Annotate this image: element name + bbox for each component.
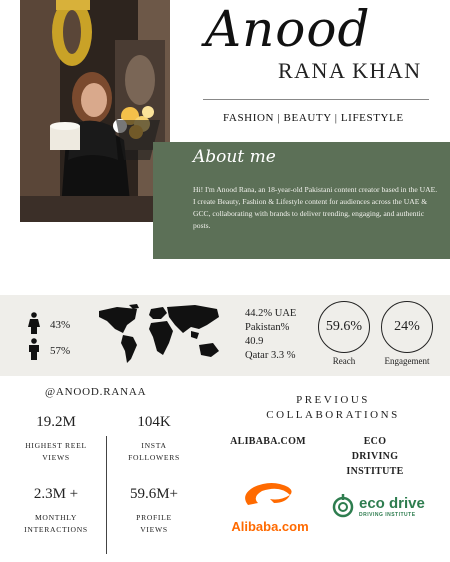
engagement-circle: 24% (381, 301, 433, 353)
about-title: About me (193, 147, 276, 167)
tagline: FASHION | BEAUTY | LIFESTYLE (223, 112, 404, 124)
male-stat (28, 338, 70, 363)
instagram-handle: @ANOOD.RANAA (45, 386, 147, 398)
location-pakistan-value: 40.9 (245, 336, 264, 347)
stat-insta-followers (104, 414, 204, 464)
alibaba-logo (218, 477, 322, 535)
divider (203, 99, 429, 100)
female-pct: 43% (50, 318, 71, 331)
stat-monthly-interactions (6, 486, 106, 536)
stats-divider (106, 436, 107, 554)
stat-label: HIGHEST REEL VIEWS (25, 441, 87, 462)
male-pct: 57% (50, 344, 71, 357)
about-text: Hi! I'm Anood Rana, an 18-year-old Pakistani content creator based in the UAE. I create Beauty, Fashion & Lifestyle content for audiences across the UAE & GCC, collaborating with brands to deliver trending, engaging, and authentic posts. (193, 185, 438, 230)
world-map-icon (95, 303, 225, 369)
stat-profile-views (104, 486, 204, 536)
collab-eco-name: ECO DRIVING INSTITUTE (346, 436, 404, 477)
location-pakistan: Pakistan% (245, 322, 290, 333)
location-stats (245, 307, 296, 363)
full-name: RANA KHAN (278, 58, 422, 83)
reach-circle: 59.6% (318, 301, 370, 353)
eco-drive-logo (332, 490, 440, 524)
eco-drive-logo-text: eco drive (359, 495, 425, 512)
reach-metric (318, 301, 370, 366)
alibaba-logo-text: Alibaba.com (231, 519, 309, 534)
profile-photo (20, 0, 170, 222)
female-icon (28, 312, 40, 337)
collab-alibaba-name: ALIBABA.COM (230, 436, 306, 447)
female-stat (28, 312, 70, 337)
stat-label: PROFILE VIEWS (136, 513, 172, 534)
eco-drive-leaf-icon (332, 492, 354, 522)
stat-label: INSTA FOLLOWERS (128, 441, 180, 462)
location-uae: 44.2% UAE (245, 308, 297, 319)
alibaba-smile-icon (218, 477, 322, 513)
stat-value: 104K (137, 414, 171, 430)
stat-reel-views (6, 414, 106, 464)
male-icon (28, 338, 40, 363)
stat-value: 59.6M+ (129, 486, 179, 502)
collaborations-heading: PREVIOUS COLLABORATIONS (266, 394, 400, 421)
location-qatar: Qatar 3.3 % (245, 350, 296, 361)
eco-drive-logo-sub: DRIVING INSTITUTE (359, 512, 416, 518)
stat-label: MONTHLY INTERACTIONS (24, 513, 88, 534)
engagement-metric (381, 301, 439, 366)
engagement-label: Engagement (384, 356, 430, 366)
stat-value: 19.2M (36, 414, 76, 430)
reach-label: Reach (332, 356, 356, 366)
script-name: Anood (205, 0, 371, 58)
stat-value: 2.3M + (33, 486, 79, 502)
